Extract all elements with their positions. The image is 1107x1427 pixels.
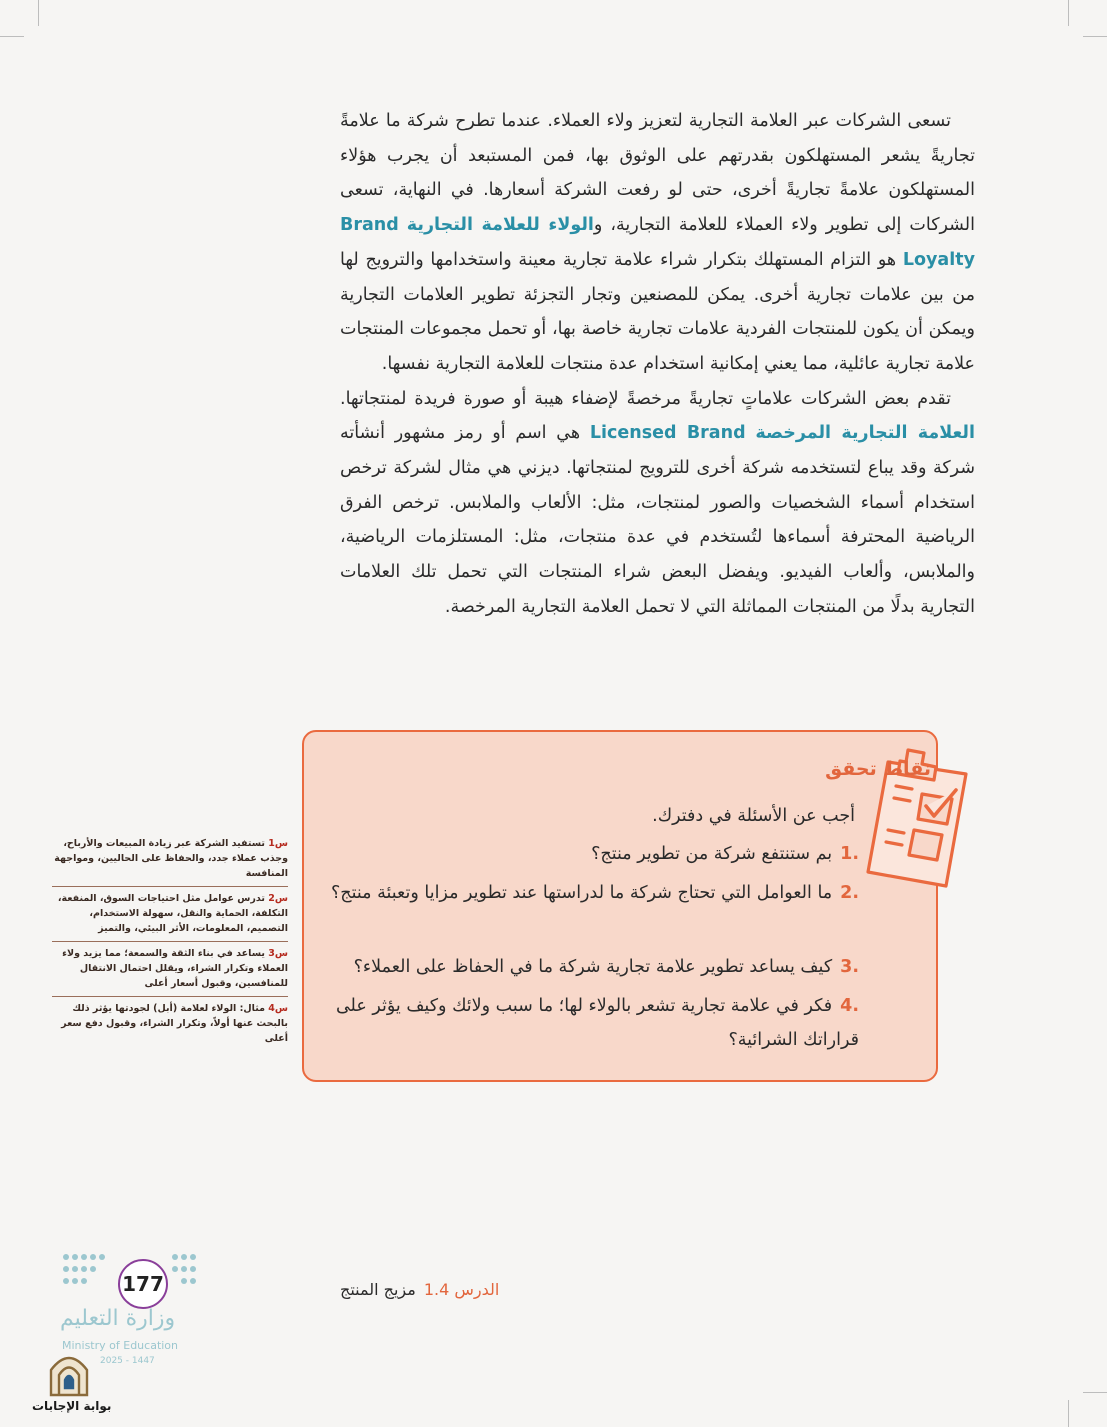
crop-mark	[38, 0, 39, 26]
site-logo-icon	[44, 1348, 94, 1398]
paragraph-text: هي اسم أو رمز مشهور أنشأته شركة وقد يباع لتستخدمه شركة أخرى للترويج لمنتجاتها. ديزني هي مثال لشركة ترخص استخدام أسماء الشخصيات والصور لمنتجات، مثل: الألعاب والملابس. ترخص الفرق الرياضية المحترفة أسماءها لتُستخدم في عدة منتجات، مثل: المستلزمات الرياضية، والملابس، وألعاب الفيديو. ويفضل البعض شراء المنتجات التي تحمل تلك العلامات التجارية بدلًا من المنتجات المماثلة التي لا تحمل العلامة التجارية المرخصة.	[340, 423, 975, 617]
note-item	[52, 832, 288, 887]
question-text: بم ستنتفع شركة من تطوير منتج؟	[591, 844, 833, 864]
paragraph-text: هو التزام المستهلك بتكرار شراء علامة تجارية معينة واستخدامها والترويج لها من بين علامات تجارية أخرى. يمكن للمصنعين وتجار التجزئة تطوير العلامات التجارية ويمكن أن يكون للمنتجات الفردية علامات تجارية خاصة بها، أو تحمل مجموعات المنتجات علامة تجارية عائلية، مما يعني إمكانية استخدام عدة منتجات للعلامة التجارية نفسها.	[340, 249, 975, 374]
note-label: س4	[268, 1003, 288, 1014]
note-text: يساعد في بناء الثقة والسمعة؛ مما يزيد ولاء العملاء وتكرار الشراء، ويقلل احتمال الانتقال للمنافسين، وقبول أسعار أعلى	[62, 948, 288, 989]
question-text: كيف يساعد تطوير علامة تجارية شركة ما في الحفاظ على العملاء؟	[353, 957, 833, 977]
clipboard-checklist-icon	[862, 720, 980, 890]
note-item	[52, 997, 288, 1051]
checkpoints-title: نقاط تحقق	[825, 758, 931, 780]
main-text	[340, 104, 975, 625]
crop-mark	[1068, 1400, 1069, 1427]
note-item	[52, 942, 288, 997]
ministry-year: 2025 - 1447	[100, 1356, 155, 1366]
note-text: تدرس عوامل مثل احتياجات السوق، المنفعة، التكلفة، الحماية والنقل، سهولة الاستخدام، التصميم، المعلومات، الأثر البيئي، والتميز	[57, 893, 288, 934]
lesson-footer	[340, 1280, 499, 1299]
term-brand-loyalty: الولاء للعلامة التجارية	[406, 215, 594, 236]
question-number: .2	[840, 883, 859, 903]
checkpoint-question	[324, 876, 859, 910]
page-number: 177	[118, 1259, 168, 1309]
checkpoints-intro: أجب عن الأسئلة في دفترك.	[652, 806, 855, 826]
answer-notes	[52, 832, 288, 1051]
paragraph-text: تسعى الشركات عبر العلامة التجارية لتعزيز ولاء العملاء. عندما تطرح شركة ما علامةً تجاريةً يشعر المستهلكون بقدرتهم على الوثوق بها، فمن المستبعد أن يجرب هؤلاء المستهلكون علامةً تجاريةً أخرى، حتى لو رفعت الشركة أسعارها. في النهاية، تسعى الشركات إلى تطوير ولاء العملاء للعلامة التجارية، و	[340, 111, 975, 236]
paragraph-licensed-brand	[340, 382, 975, 625]
crop-mark	[1083, 36, 1107, 37]
question-number: .3	[840, 957, 859, 977]
checkpoint-question	[324, 950, 859, 984]
note-item	[52, 887, 288, 942]
crop-mark	[1068, 0, 1069, 26]
term-brand-loyalty-en: Brand Loyalty	[340, 215, 975, 270]
lesson-label: الدرس 1.4	[423, 1280, 500, 1299]
ministry-name-ar: وزارة التعليم	[60, 1306, 176, 1331]
note-label: س1	[268, 838, 288, 849]
checkpoint-question	[324, 989, 859, 1057]
site-label: بوابة الإجابات	[32, 1399, 112, 1413]
paragraph-brand-loyalty	[340, 104, 975, 382]
note-text: تستفيد الشركة عبر زيادة المبيعات والأرباح، وجذب عملاء جدد، والحفاظ على الحاليين، ومواجهة المنافسة	[54, 838, 288, 879]
ministry-name-en: Ministry of Education	[62, 1339, 179, 1352]
crop-mark	[1083, 1392, 1107, 1393]
question-number: .4	[840, 996, 859, 1016]
paragraph-text: تقدم بعض الشركات علاماتٍ تجاريةً مرخصةً لإضفاء هيبة أو صورة فريدة لمنتجاتها.	[340, 388, 951, 409]
term-licensed-brand: العلامة التجارية المرخصة	[755, 423, 975, 444]
question-text: فكر في علامة تجارية تشعر بالولاء لها؛ ما سبب ولائك وكيف يؤثر على قراراتك الشرائية؟	[335, 996, 859, 1050]
note-label: س3	[268, 948, 288, 959]
crop-mark	[0, 36, 24, 37]
term-licensed-brand-en: Licensed Brand	[589, 423, 746, 444]
lesson-title: مزيج المنتج	[340, 1280, 416, 1299]
checkpoint-question	[324, 837, 859, 871]
question-text: ما العوامل التي تحتاج شركة ما لدراستها عند تطوير مزايا وتعبئة منتج؟	[331, 883, 833, 903]
note-label: س2	[268, 893, 288, 904]
question-number: .1	[840, 844, 859, 864]
note-text: مثال: الولاء لعلامة (أبل) لجودتها يؤثر ذلك بالبحث عنها أولاً، وتكرار الشراء، وقبول دفع سعر أعلى	[61, 1003, 288, 1044]
